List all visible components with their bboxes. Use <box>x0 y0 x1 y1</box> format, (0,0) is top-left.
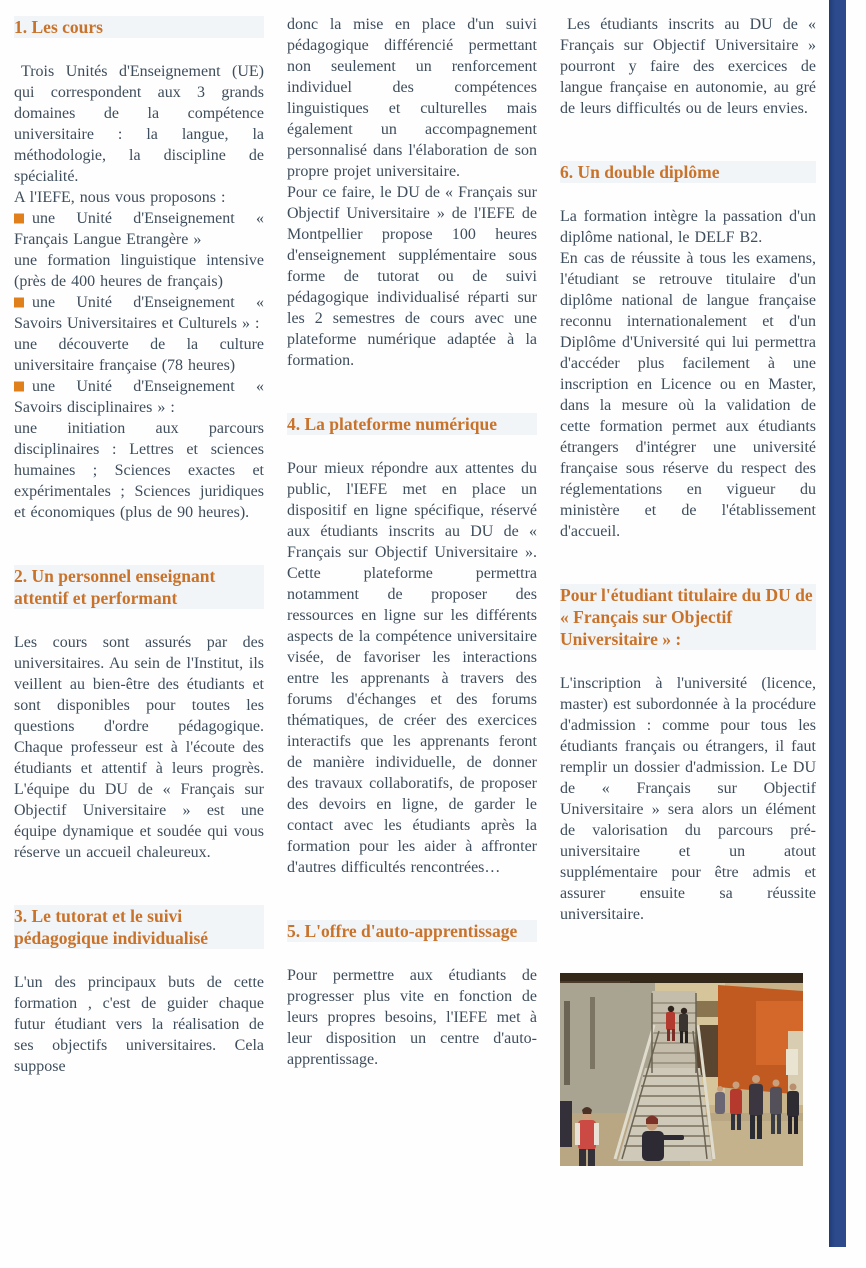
bullet-square-icon <box>14 298 24 308</box>
paragraph: Trois Unités d'Enseignement (UE) qui correspondent aux 3 grands domaines de la compétence universitaire : la langue, la méthodologie, la discipline de spécialité. <box>14 63 264 185</box>
campus-photo <box>560 973 803 1166</box>
bullet-item <box>14 292 264 334</box>
section-heading-etudiant-titulaire: Pour l'étudiant titulaire du DU de « Français sur Objectif Universitaire » : <box>560 584 816 650</box>
bullet-square-icon <box>14 382 24 392</box>
section-heading-tutorat: 3. Le tutorat et le suivi pédagogique individualisé <box>14 905 264 949</box>
paragraph: L'inscription à l'université (licence, master) est subordonnée à la procédure d'admission : comme pour tous les étudiants français ou étrangers, il faut remplir un dossier d'admission. Le DU de « Français sur Objectif Universitaire » sera alors un élément de valorisation du parcours pré-universitaire et un atout supplémentaire pour être admis et assurer ensuite sa réussite universitaire. <box>560 675 816 923</box>
paragraph: donc la mise en place d'un suivi pédagogique différencié permettant non seulement un renforcement individuel des compétences linguistiques et culturelles mais également un accompagnement personnalisé dans l'élaboration de son propre projet universitaire. <box>287 16 537 180</box>
bullet-square-icon <box>14 214 24 224</box>
section-heading-auto-apprentissage: 5. L'offre d'auto-apprentissage <box>287 920 537 942</box>
paragraph: Pour mieux répondre aux attentes du public, l'IEFE met en place un dispositif en ligne spécifique, réservé aux étudiants inscrits au DU de « Français sur Objectif Universitaire ». Cette plateforme permettra notamment de proposer des ressources en ligne sur les différents aspects de la compétence universitaire visée, de favoriser les interactions entre les apprenants à travers des forums d'échanges et des forums thématiques, de créer des exercices interactifs que les apprenants feront de manière individuelle, de donner des travaux collaboratifs, de proposer des devoirs en ligne, de garder le contact avec les étudiants après la formation pour les aider à affronter d'autres difficultés rencontrées… <box>287 460 537 876</box>
paragraph: Pour permettre aux étudiants de progresser plus vite en fonction de leurs propres besoins, l'IEFE met à leur disposition un centre d'auto-apprentissage. <box>287 967 537 1068</box>
bullet-item-text: une Unité d'Enseignement « Savoirs Universitaires et Culturels » : <box>14 294 264 332</box>
bullet-item-text: une Unité d'Enseignement « Savoirs disciplinaires » : <box>14 378 264 416</box>
bullet-item-text: une Unité d'Enseignement « Français Langue Etrangère » <box>14 210 264 248</box>
paragraph: A l'IEFE, nous vous proposons : <box>14 189 226 206</box>
section-heading-double-diplome: 6. Un double diplôme <box>560 161 816 183</box>
paragraph: L'un des principaux buts de cette formation , c'est de guider chaque futur étudiant vers la réalisation de ses objectifs universitaires. Cela suppose <box>14 974 264 1075</box>
column-1 <box>14 14 264 1166</box>
paragraph: une formation linguistique intensive (près de 400 heures de français) <box>14 252 264 290</box>
column-3 <box>560 14 816 1166</box>
paragraph: Les étudiants inscrits au DU de « Français sur Objectif Universitaire » pourront y faire des exercices de langue française en autonomie, au gré de leurs difficultés ou de leurs envies. <box>560 16 816 117</box>
paragraph: Les cours sont assurés par des universitaires. Au sein de l'Institut, ils veillent au bien-être des étudiants et sont disponibles pour toutes les questions d'ordre pédagogique. Chaque professeur est à l'écoute des étudiants et attentif à leurs progrès. L'équipe du DU de « Français sur Objectif Universitaire » est une équipe dynamique et soudée qui vous réserve un accueil chaleureux. <box>14 634 264 861</box>
paragraph: une découverte de la culture universitaire française (78 heures) <box>14 336 264 374</box>
paragraph: La formation intègre la passation d'un diplôme national, le DELF B2. <box>560 208 816 246</box>
page-edge-bar <box>829 0 846 1247</box>
section-heading-personnel-enseignant: 2. Un personnel enseignant attentif et performant <box>14 565 264 609</box>
section-heading-plateforme-numerique: 4. La plateforme numérique <box>287 413 537 435</box>
section-heading-les-cours: 1. Les cours <box>14 16 264 38</box>
paragraph: En cas de réussite à tous les examens, l'étudiant se retrouve titulaire d'un diplôme national de langue française reconnu internationalement et d'un Diplôme d'Université qui lui permettra d'accéder plus facilement à une inscription en Licence ou en Master, dans la mesure où la validation de cette formation permet aux étudiants étrangers d'intégrer une université française sous réserve du respect des réglementations en vigueur du ministère et de l'établissement d'accueil. <box>560 250 816 540</box>
campus-photo-illustration <box>560 973 803 1166</box>
paragraph: Pour ce faire, le DU de « Français sur Objectif Universitaire » de l'IEFE de Montpellier propose 100 heures d'enseignement supplémentaire sous forme de tutorat ou de suivi pédagogique individualisé réparti sur les 2 semestres de cours avec une plateforme numérique adaptée à la formation. <box>287 184 537 369</box>
bullet-item <box>14 208 264 250</box>
bullet-item <box>14 376 264 418</box>
column-2 <box>287 14 537 1166</box>
document-columns <box>14 14 816 1166</box>
paragraph: une initiation aux parcours disciplinaires : Lettres et sciences humaines ; Sciences exactes et expérimentales ; Sciences juridiques et économiques (plus de 90 heures). <box>14 420 264 521</box>
